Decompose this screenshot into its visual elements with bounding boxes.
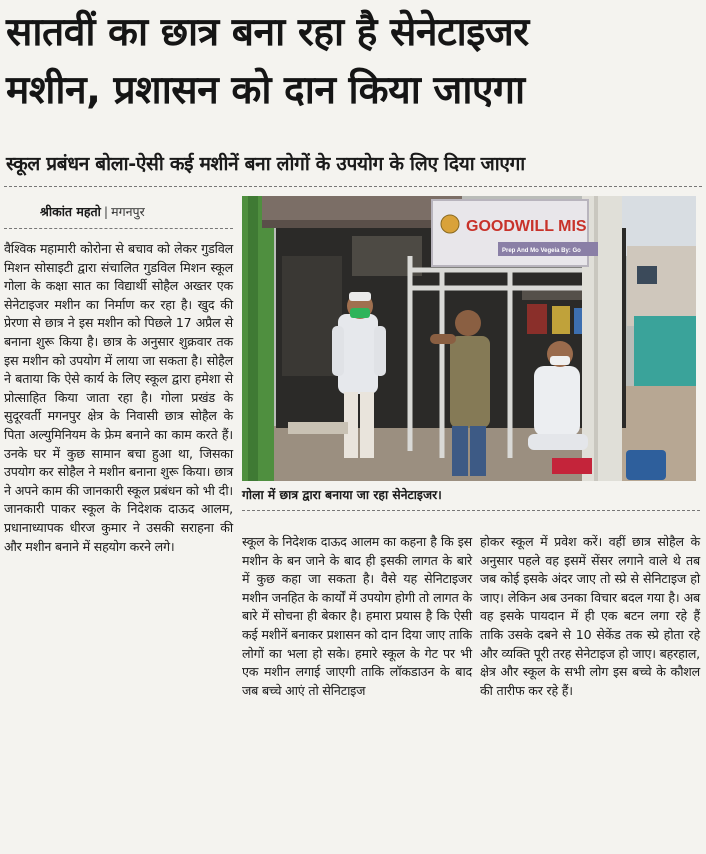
news-photo — [242, 196, 696, 481]
headline-line-2: मशीन, प्रशासन को दान किया जाएगा — [6, 68, 525, 113]
byline — [40, 203, 145, 220]
sign-board-text: GOODWILL MIS — [466, 218, 587, 235]
divider — [4, 186, 702, 187]
article-column-3: होकर स्कूल में प्रवेश करें। वहीं छात्र सोहैल के अनुसार पहले वह इसमें सेंसर लगाने वाले थे तब जब कोई इसके अंदर जाए तो स्प्रे से सेनिटाइज हो जाए। लेकिन अब उनका विचार बदल गया है। अब वह इसके पायदान में ही एक बटन लगा रहे हैं ताकि उसके दबने से 10 सेकेंड तक स्प्रे होता रहे और व्यक्ति पूरी तरह सेनेटाइज हो जाए। बहरहाल, क्षेत्र और स्कूल के सभी लोग इस बच्चे के कौशल की तारीफ कर रहे हैं। — [480, 534, 700, 698]
byline-place: मगनपुर — [111, 204, 145, 219]
headline — [6, 4, 702, 120]
headline-line-1: सातवीं का छात्र बना रहा है सेनेटाइजर — [6, 10, 529, 55]
byline-author: श्रीकांत महतो — [40, 204, 101, 219]
byline-divider — [4, 228, 233, 229]
caption-divider — [242, 510, 700, 511]
article-column-1: वैश्विक महामारी कोरोना से बचाव को लेकर गुडविल मिशन सोसाइटी द्वारा संचालित गुडविल मिशन स्कूल गोला के कक्षा सात का विद्यार्थी सोहैल अख्तर एक सेनेटाइजर मशीन का निर्माण कर रहा है। खुद की प्रेरणा से छात्र ने इस मशीन को पिछले 17 अप्रैल से बनाना शुरू किया है। छात्र के अनुसार शुक्रवार तक इस मशीन को उपयोग में लाया जा सकता है। सोहैल ने बताया कि ऐसे कार्य के लिए स्कूल द्वारा हमेशा से प्रोत्साहित किया जाता रहा है। गोला प्रखंड के सुदूरवर्ती मगनपुर क्षेत्र के निवासी छात्र सोहैल के पिता अल्युमिनियम के फ्रेम बनाने का काम करते हैं। उनके घर में कुछ सामान बचा हुआ था, जिसका उपयोग कर सोहैल ने मशीन बनाना शुरू किया। छात्र ने अपने काम की जानकारी स्कूल प्रबंधन को भी दी। जानकारी पाकर स्कूल के निदेशक दाऊद आलम, प्रधानाध्यापक धीरज कुमार ने उसकी सराहना की और मशीन बनाने में सहयोग करने लगे। — [4, 241, 233, 554]
subheadline: स्कूल प्रबंधन बोला-ऐसी कई मशीनें बना लोगों के उपयोग के लिए दिया जाएगा — [6, 153, 525, 175]
byline-separator: | — [103, 204, 109, 219]
sign-board-subtext: Prep And Mo Vegeia By: Go — [502, 248, 581, 254]
photo-caption: गोला में छात्र द्वारा बनाया जा रहा सेनेटाइजर। — [242, 488, 442, 502]
article-column-2: स्कूल के निदेशक दाऊद आलम का कहना है कि इस मशीन के बन जाने के बाद ही इसकी लागत के बारे में कुछ कहा जा सकता है। वैसे यह सेनिटाइजर मशीन जनहित के कार्यों में उपयोग होगी तो लागत के बारे में सोचना ही बेकार है। हमारा प्रयास है कि ऐसी कई मशीनें बनाकर प्रशासन को दान दिया जाए ताकि लोगों का भला हो सके। हमारे स्कूल के गेट पर भी एक मशीन लगाई जाएगी ताकि लॉकडाउन के बाद जब बच्चे आएं तो सेनिटाइज — [242, 534, 472, 698]
